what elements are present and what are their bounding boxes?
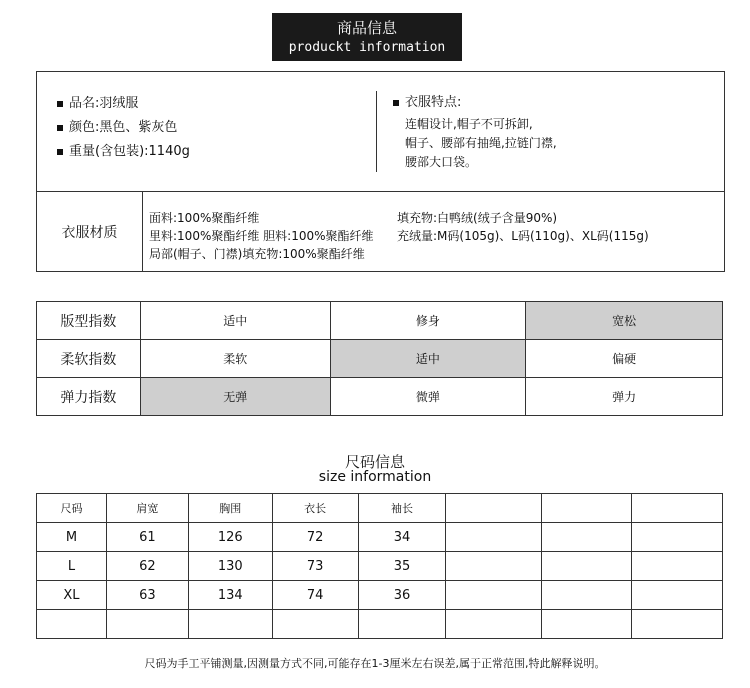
- index-option: 微弹: [330, 378, 526, 416]
- size-cell: 72: [272, 523, 358, 552]
- material-line: 里料:100%聚酯纤维 胆料:100%聚酯纤维: [149, 228, 374, 243]
- features-title: 衣服特点:: [393, 91, 724, 115]
- size-empty: [446, 581, 542, 610]
- size-empty: [188, 610, 272, 639]
- size-empty: [446, 610, 542, 639]
- product-info-table: [36, 71, 725, 272]
- index-option-selected: 无弹: [140, 378, 330, 416]
- index-option: 偏硬: [526, 340, 723, 378]
- size-cell: 62: [106, 552, 188, 581]
- size-cell: L: [37, 552, 107, 581]
- size-title-en: size information: [318, 469, 432, 485]
- size-cell: 134: [188, 581, 272, 610]
- product-info-title: [272, 13, 462, 61]
- material-line: 充绒量:M码(105g)、L码(110g)、XL码(115g): [397, 228, 649, 243]
- index-option: 适中: [140, 302, 330, 340]
- size-title-cn: 尺码信息: [344, 453, 405, 471]
- size-empty: [542, 610, 632, 639]
- size-empty: [542, 552, 632, 581]
- table-row: [37, 523, 723, 552]
- size-header-row: [37, 494, 723, 523]
- size-empty: [542, 581, 632, 610]
- feature-line: 连帽设计,帽子不可拆卸,: [405, 117, 533, 131]
- info-name: 品名:羽绒服: [57, 92, 376, 116]
- size-cell: M: [37, 523, 107, 552]
- title-en: produckt information: [288, 40, 446, 55]
- features-cell: [376, 91, 724, 172]
- table-row: [37, 610, 723, 639]
- size-header: 衣长: [272, 494, 358, 523]
- size-empty: [358, 610, 446, 639]
- material-cell: [143, 192, 725, 272]
- index-row-softness: [37, 340, 723, 378]
- bullet-icon: [57, 149, 63, 155]
- feature-line: 腰部大口袋。: [405, 155, 478, 169]
- size-empty: [542, 494, 632, 523]
- index-label: 版型指数: [37, 302, 141, 340]
- bullet-icon: [393, 100, 399, 106]
- size-empty: [37, 610, 107, 639]
- index-option: 修身: [330, 302, 526, 340]
- size-empty: [446, 494, 542, 523]
- size-table: [36, 493, 723, 639]
- size-cell: 63: [106, 581, 188, 610]
- size-cell: 126: [188, 523, 272, 552]
- size-cell: 36: [358, 581, 446, 610]
- size-empty: [632, 494, 723, 523]
- size-cell: 35: [358, 552, 446, 581]
- size-empty: [542, 523, 632, 552]
- info-weight: 重量(含包装):1140g: [57, 140, 376, 164]
- material-line: 面料:100%聚酯纤维: [149, 210, 260, 225]
- table-row: [37, 581, 723, 610]
- size-empty: [272, 610, 358, 639]
- material-label: 衣服材质: [37, 192, 143, 272]
- size-header: 袖长: [358, 494, 446, 523]
- size-empty: [632, 610, 723, 639]
- index-option-selected: 宽松: [526, 302, 723, 340]
- size-cell: XL: [37, 581, 107, 610]
- title-cn: 商品信息: [336, 19, 397, 37]
- info-color: 颜色:黑色、紫灰色: [57, 116, 376, 140]
- bullet-icon: [57, 101, 63, 107]
- index-label: 柔软指数: [37, 340, 141, 378]
- bullet-icon: [57, 125, 63, 131]
- size-cell: 73: [272, 552, 358, 581]
- index-row-elasticity: [37, 378, 723, 416]
- size-note: 尺码为手工平铺测量,因测量方式不同,可能存在1-3厘米左右误差,属于正常范围,特此解释说明。: [144, 657, 606, 670]
- index-table: [36, 301, 723, 416]
- index-option: 弹力: [526, 378, 723, 416]
- index-option-selected: 适中: [330, 340, 526, 378]
- basic-info-cell: [37, 72, 725, 192]
- feature-line: 帽子、腰部有抽绳,拉链门襟,: [405, 136, 557, 150]
- size-empty: [106, 610, 188, 639]
- material-line: 局部(帽子、门襟)填充物:100%聚酯纤维: [149, 246, 365, 261]
- size-empty: [632, 523, 723, 552]
- index-row-fit: [37, 302, 723, 340]
- size-empty: [446, 552, 542, 581]
- size-header: 肩宽: [106, 494, 188, 523]
- size-cell: 34: [358, 523, 446, 552]
- size-cell: 61: [106, 523, 188, 552]
- index-option: 柔软: [140, 340, 330, 378]
- size-cell: 130: [188, 552, 272, 581]
- size-header: 尺码: [37, 494, 107, 523]
- size-empty: [632, 581, 723, 610]
- index-label: 弹力指数: [37, 378, 141, 416]
- size-header: 胸围: [188, 494, 272, 523]
- material-line: 填充物:白鸭绒(绒子含量90%): [397, 210, 558, 225]
- size-empty: [632, 552, 723, 581]
- size-empty: [446, 523, 542, 552]
- table-row: [37, 552, 723, 581]
- size-cell: 74: [272, 581, 358, 610]
